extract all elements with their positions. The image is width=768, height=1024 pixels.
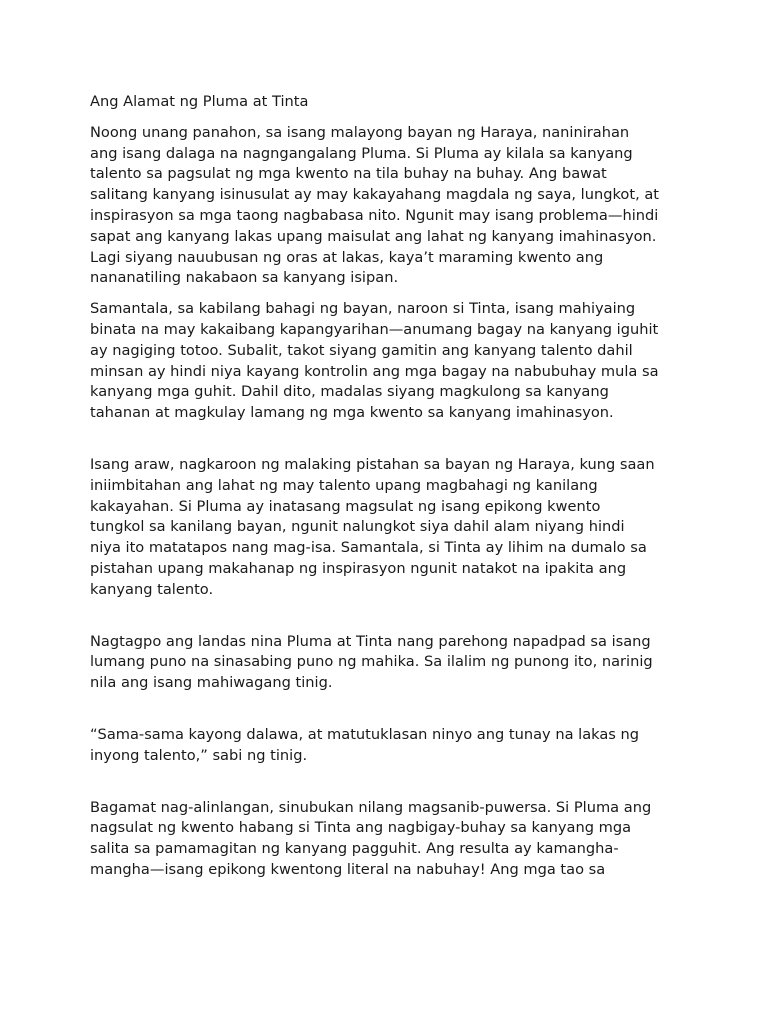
document-page <box>90 92 690 891</box>
paragraph-line: tahanan at magkulay lamang ng mga kwento sa kanyang imahinasyon. <box>90 404 614 422</box>
paragraph-line: pistahan upang makahanap ng inspirasyon ngunit natakot na ipakita ang <box>90 559 627 577</box>
paragraph-line: Bagamat nag-alinlangan, sinubukan nilang magsanib-puwersa. Si Pluma ang <box>90 798 652 816</box>
paragraph-2 <box>90 299 690 424</box>
paragraph-line: salita sa pamamagitan ng kanyang pagguhit. Ang resulta ay kamangha- <box>90 840 619 858</box>
paragraph-line: minsan ay hindi niya kayang kontrolin ang mga bagay na nabubuhay mula sa <box>90 362 659 380</box>
paragraph-line: Samantala, sa kabilang bahagi ng bayan, naroon si Tinta, isang mahiyaing <box>90 300 636 318</box>
paragraph-spacer <box>90 434 690 455</box>
paragraph-line: Nagtagpo ang landas nina Pluma at Tinta nang parehong napadpad sa isang <box>90 632 651 650</box>
paragraph-line: nila ang isang mahiwagang tinig. <box>90 674 333 692</box>
paragraph-line: kakayahan. Si Pluma ay inatasang magsulat ng isang epikong kwento <box>90 497 601 515</box>
paragraph-line: inspirasyon sa mga taong nagbabasa nito. Ngunit may isang problema—hindi <box>90 206 659 224</box>
paragraph-line: binata na may kakaibang kapangyarihan—anumang bagay na kanyang iguhit <box>90 320 659 338</box>
paragraph-6 <box>90 798 690 881</box>
paragraph-line: nananatiling nakabaon sa kanyang isipan. <box>90 269 399 287</box>
paragraph-4 <box>90 632 690 694</box>
paragraph-line: mangha—isang epikong kwentong literal na nabuhay! Ang mga tao sa <box>90 860 606 878</box>
paragraph-line: ang isang dalaga na nagngangalang Pluma. Si Pluma ay kilala sa kanyang <box>90 144 633 162</box>
paragraph-spacer <box>90 611 690 632</box>
paragraph-line: tungkol sa kanilang bayan, ngunit nalungkot siya dahil alam niyang hindi <box>90 518 625 536</box>
paragraph-line: kanyang mga guhit. Dahil dito, madalas siyang magkulong sa kanyang <box>90 383 609 401</box>
paragraph-line: Lagi siyang nauubusan ng oras at lakas, kaya’t maraming kwento ang <box>90 248 604 266</box>
paragraph-line: “Sama-sama kayong dalawa, at matutuklasan ninyo ang tunay na lakas ng <box>90 725 640 743</box>
paragraph-line: iniimbitahan ang lahat ng may talento upang magbahagi ng kanilang <box>90 476 598 494</box>
paragraph-line: kanyang talento. <box>90 580 214 598</box>
paragraph-line: talento sa pagsulat ng mga kwento na tila buhay na buhay. Ang bawat <box>90 165 607 183</box>
paragraph-5 <box>90 725 690 767</box>
paragraph-line: sapat ang kanyang lakas upang maisulat ang lahat ng kanyang imahinasyon. <box>90 227 657 245</box>
paragraph-spacer <box>90 704 690 725</box>
paragraph-spacer <box>90 777 690 798</box>
paragraph-line: nagsulat ng kwento habang si Tinta ang nagbigay-buhay sa kanyang mga <box>90 819 632 837</box>
document-title: Ang Alamat ng Pluma at Tinta <box>90 93 309 110</box>
paragraph-line: niya ito matatapos nang mag-isa. Samantala, si Tinta ay lihim na dumalo sa <box>90 539 647 557</box>
paragraph-1 <box>90 123 690 289</box>
paragraph-line: inyong talento,” sabi ng tinig. <box>90 746 308 764</box>
paragraph-3 <box>90 455 690 601</box>
paragraph-line: Isang araw, nagkaroon ng malaking pistahan sa bayan ng Haraya, kung saan <box>90 455 655 473</box>
paragraph-line: ay nagiging totoo. Subalit, takot siyang gamitin ang kanyang talento dahil <box>90 341 633 359</box>
paragraph-line: salitang kanyang isinusulat ay may kakayahang magdala ng saya, lungkot, at <box>90 186 660 204</box>
paragraph-line: lumang puno na sinasabing puno ng mahika. Sa ilalim ng punong ito, narinig <box>90 653 653 671</box>
paragraph-line: Noong unang panahon, sa isang malayong bayan ng Haraya, naninirahan <box>90 123 630 141</box>
